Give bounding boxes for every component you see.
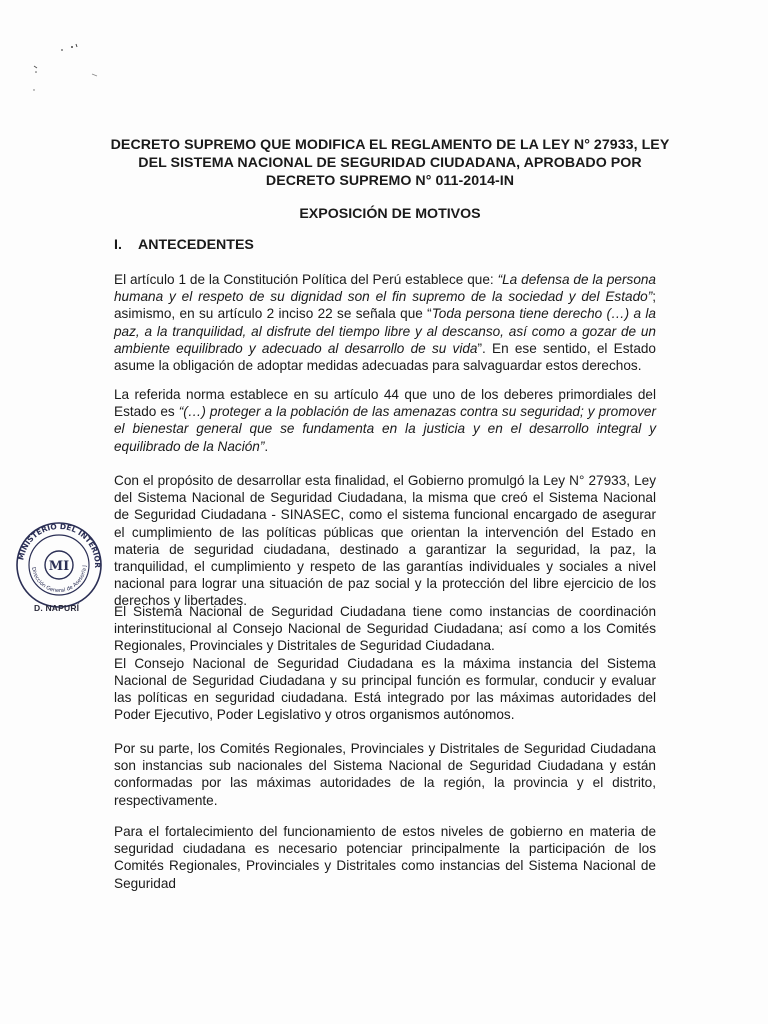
title-line-1: DECRETO SUPREMO QUE MODIFICA EL REGLAMENTO DE LA LEY N° 27933, LEY bbox=[110, 137, 670, 153]
stamp-signature-name: D. NAPURÍ bbox=[34, 603, 80, 613]
p1-text-e: ”. En ese sentido, el Estado asume la obligación de adoptar medidas adecuadas para salvaguardar estos derechos. bbox=[114, 340, 656, 374]
paragraph-1 bbox=[114, 271, 656, 374]
p2-text-c: . bbox=[264, 438, 269, 454]
p1-text-c: ; asimismo, en su artículo 2 inciso 22 se señala que “ bbox=[114, 289, 656, 322]
official-seal-stamp bbox=[14, 520, 104, 610]
paragraph-2 bbox=[114, 386, 656, 455]
document-title bbox=[100, 136, 680, 190]
paragraph-4 bbox=[114, 603, 656, 723]
title-line-3: DECRETO SUPREMO N° 011-2014-IN bbox=[265, 173, 515, 189]
p6-text: Para el fortalecimiento del funcionamiento de estos niveles de gobierno en materia de seguridad ciudadana es necesario potenciar principalmente la participación de los Comités Regionales, Provinciales y Distritales como instancias del Sistema Nacional de Seguridad bbox=[114, 824, 656, 891]
p4b-text: El Consejo Nacional de Seguridad Ciudadana es la máxima instancia del Sistema Nacional de Seguridad Ciudadana y su principal función es formular, conducir y evaluar las políticas en seguridad ciudadana. Está integrado por las máximas autoridades del Poder Ejecutivo, Poder Legislativo y otros organismos autónomos. bbox=[114, 655, 656, 723]
scan-specks bbox=[0, 0, 120, 110]
section-heading bbox=[114, 236, 254, 254]
p1-quote-1: “La defensa de la persona humana y el respeto de su dignidad son el fin supremo de la sociedad y del Estado” bbox=[114, 272, 656, 305]
document-subtitle: EXPOSICIÓN DE MOTIVOS bbox=[299, 206, 481, 222]
paragraph-6 bbox=[114, 823, 656, 892]
section-title: ANTECEDENTES bbox=[138, 237, 254, 253]
p1-quote-2: Toda persona tiene derecho (…) a la paz, a la tranquilidad, al disfrute del tiempo libre y al descanso, así como a gozar de un ambiente equilibrado y adecuado al desarrollo de su vida bbox=[114, 306, 656, 356]
svg-text:MI: MI bbox=[48, 559, 70, 574]
section-number: I. bbox=[114, 237, 122, 253]
title-line-2: DEL SISTEMA NACIONAL DE SEGURIDAD CIUDADANA, APROBADO POR bbox=[138, 155, 642, 171]
p1-text-a: El artículo 1 de la Constitución Política del Perú establece que: bbox=[114, 272, 498, 287]
p5-text: Por su parte, los Comités Regionales, Provinciales y Distritales de Seguridad Ciudadana son instancias sub nacionales del Sistema Nacional de Seguridad Ciudadana y están conformadas por las máximas autoridades de la región, la provincia y el distrito, respectivamente. bbox=[114, 741, 656, 808]
p2-text-a: La referida norma establece en su artículo 44 que uno de los deberes primordiales del Estado es bbox=[114, 387, 656, 420]
svg-text:MINISTERIO DEL INTERIOR: MINISTERIO DEL INTERIOR bbox=[16, 521, 103, 569]
p3-text: Con el propósito de desarrollar esta finalidad, el Gobierno promulgó la Ley N° 27933, Ley del Sistema Nacional de Seguridad Ciudadana, la misma que creó el Sistema Nacional de Seguridad Ciudadana - SINASEC, como el sistema funcional encargado de asegurar el cumplimiento de las políticas públicas que orientan la intervención del Estado en materia de seguridad ciudadana, destinado a garantizar la seguridad, la paz, la tranquilidad, el cumplimiento y respeto de las garantías individuales y sociales a nivel nacional para lograr una situación de paz social y la protección del libre ejercicio de los derechos y libertades. bbox=[114, 473, 656, 609]
p2-quote: “(…) proteger a la población de las amenazas contra su seguridad; y promover el bienestar general que se fundamenta en la justicia y en el desarrollo integral y equilibrado de la Nación” bbox=[114, 404, 657, 454]
paragraph-5 bbox=[114, 740, 656, 809]
paragraph-3 bbox=[114, 472, 656, 610]
p4a-text: El Sistema Nacional de Seguridad Ciudadana tiene como instancias de coordinación interinstitucional al Consejo Nacional de Seguridad Ciudadana; así como a los Comités Regionales, Provinciales y Distritales de Seguridad Ciudadana. bbox=[114, 604, 656, 654]
svg-text:Dirección General de Asesoría: Dirección General de Asesoría J bbox=[30, 565, 89, 595]
